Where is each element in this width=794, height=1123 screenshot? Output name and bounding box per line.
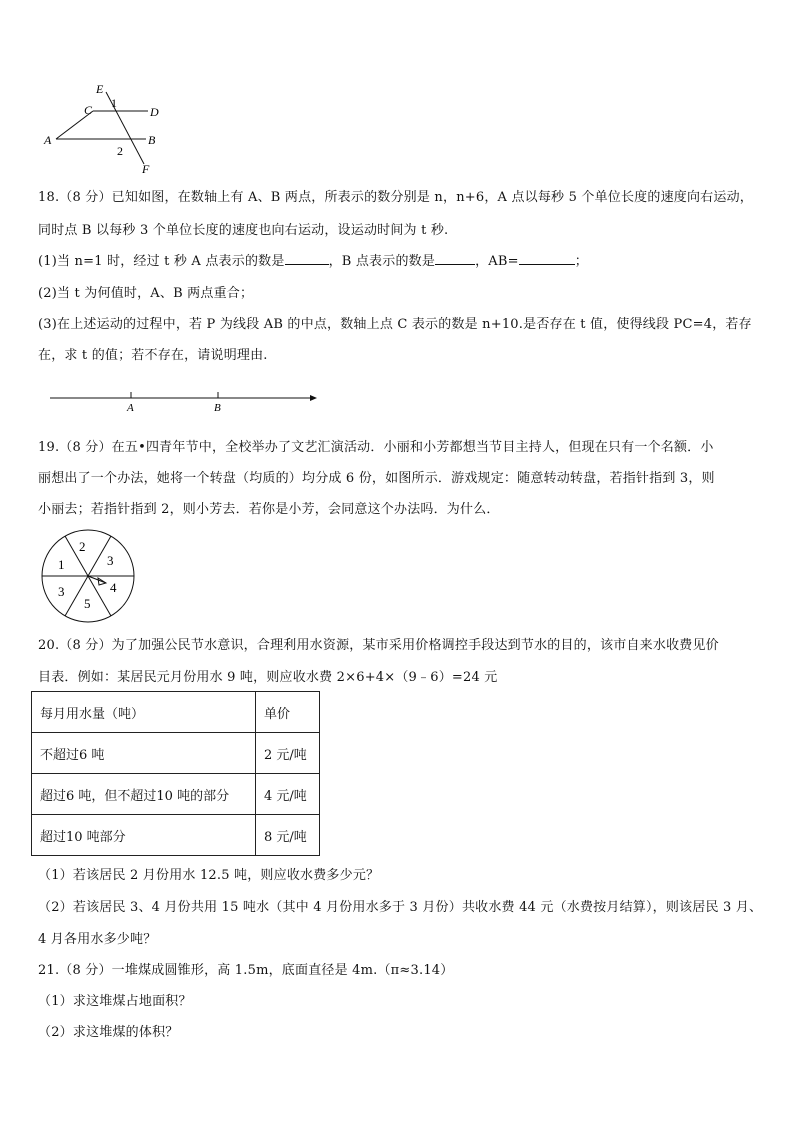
spinner-number-3-upper: 3 xyxy=(107,553,114,568)
q20-line1: 20.（8 分）为了加强公民节水意识，合理利用水资源，某市采用价格调控手段达到节水的目的，该市自来水收费见价 xyxy=(38,638,719,653)
axis-label-b: B xyxy=(214,402,221,414)
spinner-wheel xyxy=(36,528,140,624)
spinner-number-5: 5 xyxy=(84,596,91,611)
q18-part1-text-d: ； xyxy=(574,254,588,269)
water-price-table xyxy=(31,691,320,856)
spinner-number-2: 2 xyxy=(79,539,86,554)
q20-sub2-line1: （2）若该居民 3、4 月份共用 15 吨水（其中 4 月份用水多于 3 月份）共收水费 44 元（水费按月结算），则该居民 3 月、 xyxy=(38,900,763,915)
q18-line1: 18.（8 分）已知如图，在数轴上有 A、B 两点，所表示的数分别是 n，n+6，A 点以每秒 5 个单位长度的速度向右运动， xyxy=(38,190,753,205)
label-f: F xyxy=(142,162,150,176)
q18-part1-text-b: ，B 点表示的数是 xyxy=(328,254,436,269)
q18-part1-text-a: (1)当 n=1 时，经过 t 秒 A 点表示的数是 xyxy=(38,254,285,269)
table-header-price: 单价 xyxy=(256,692,320,733)
label-c: C xyxy=(84,103,93,117)
label-a: A xyxy=(44,133,52,147)
spinner-number-4: 4 xyxy=(110,580,117,595)
q18-part1 xyxy=(38,250,588,269)
table-row xyxy=(32,815,320,856)
q20-sub1: （1）若该居民 2 月份用水 12.5 吨，则应收水费多少元？ xyxy=(38,868,380,883)
q20-line2: 目表．例如：某居民元月份用水 9 吨，则应收水费 2×6+4×（9﹣6）=24 元 xyxy=(38,670,498,685)
q18-part2: (2)当 t 为何值时，A、B 两点重合； xyxy=(38,286,254,301)
answer-blank-a[interactable] xyxy=(285,253,329,265)
answer-blank-ab[interactable] xyxy=(519,253,575,265)
answer-blank-b[interactable] xyxy=(435,253,475,265)
number-line-arrow xyxy=(310,395,317,401)
q19-line2: 丽想出了一个办法，她将一个转盘（均质的）均分成 6 份，如图所示．游戏规定：随意转动转盘，若指针指到 3，则 xyxy=(38,471,715,486)
table-header-row xyxy=(32,692,320,733)
q18-part1-text-c: ，AB= xyxy=(475,254,519,269)
spinner-pointer xyxy=(88,576,106,583)
q18-part3-line2: 在，求 t 的值；若不存在，请说明理由. xyxy=(38,348,268,363)
q21-line1: 21.（8 分）一堆煤成圆锥形，高 1.5m，底面直径是 4m.（π≈3.14） xyxy=(38,963,454,978)
number-line-figure xyxy=(46,386,326,416)
q19-line1: 19.（8 分）在五•四青年节中，全校举办了文艺汇演活动．小丽和小芳都想当节目主持人，但现在只有一个名额．小 xyxy=(38,440,714,455)
q20-sub2-line2: 4 月各用水多少吨？ xyxy=(38,932,157,947)
table-cell-usage: 超过10 吨部分 xyxy=(32,815,256,856)
axis-label-a: A xyxy=(127,402,134,414)
table-cell-price: 8 元/吨 xyxy=(256,815,320,856)
label-2: 2 xyxy=(117,144,123,158)
q21-sub1: （1）求这堆煤占地面积？ xyxy=(38,994,192,1009)
table-header-usage: 每月用水量（吨） xyxy=(32,692,256,733)
label-1: 1 xyxy=(111,96,117,110)
table-cell-usage: 不超过6 吨 xyxy=(32,733,256,774)
q18-line2: 同时点 B 以每秒 3 个单位长度的速度也向右运动，设运动时间为 t 秒. xyxy=(38,223,449,238)
q18-part3-line1: (3)在上述运动的过程中，若 P 为线段 AB 的中点，数轴上点 C 表示的数是 n+10.是否存在 t 值，使得线段 PC=4，若存 xyxy=(38,317,752,332)
label-b: B xyxy=(148,133,156,147)
spinner-number-3-lower: 3 xyxy=(58,584,65,599)
label-d: D xyxy=(150,105,159,119)
table-cell-usage: 超过6 吨，但不超过10 吨的部分 xyxy=(32,774,256,815)
q19-line3: 小丽去；若指针指到 2，则小芳去．若你是小芳，会同意这个办法吗．为什么． xyxy=(38,502,500,517)
q21-sub2: （2）求这堆煤的体积？ xyxy=(38,1025,179,1040)
spinner-number-1: 1 xyxy=(58,557,65,572)
table-row xyxy=(32,774,320,815)
table-cell-price: 4 元/吨 xyxy=(256,774,320,815)
parallel-lines-figure xyxy=(40,78,180,178)
label-e: E xyxy=(96,82,104,96)
table-cell-price: 2 元/吨 xyxy=(256,733,320,774)
table-row xyxy=(32,733,320,774)
